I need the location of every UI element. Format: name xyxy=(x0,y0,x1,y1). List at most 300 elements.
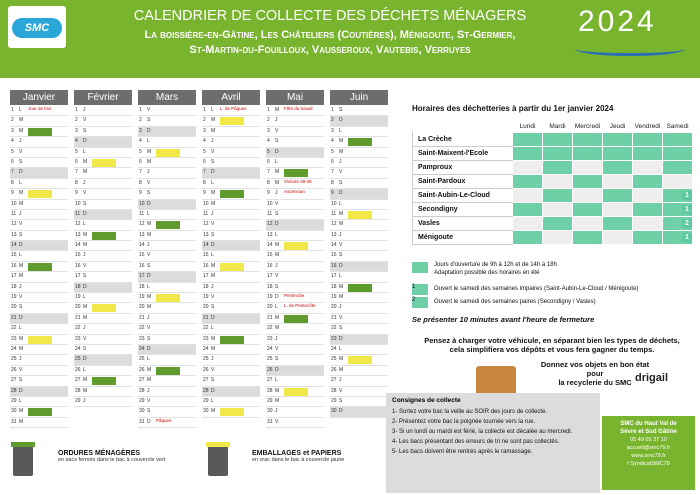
decheterie-name: Ménigoute xyxy=(413,230,513,244)
day-row xyxy=(330,168,388,178)
saturday-badge: 1 xyxy=(682,233,692,242)
day-letter: M xyxy=(211,190,216,197)
yellow-collection-mark xyxy=(28,190,52,198)
day-row xyxy=(266,272,324,282)
day-letter: L xyxy=(83,221,86,228)
day-row xyxy=(10,116,68,126)
day-row xyxy=(138,116,196,126)
day-letter: J xyxy=(19,138,22,145)
day-letter: L xyxy=(19,397,22,404)
day-number: 4 xyxy=(267,138,270,145)
open-cell xyxy=(663,132,693,146)
day-number: 16 xyxy=(139,262,145,269)
day-number: 20 xyxy=(331,304,337,311)
day-row xyxy=(202,179,260,189)
day-letter: M xyxy=(147,366,152,373)
day-row xyxy=(266,116,324,126)
day-row xyxy=(74,220,132,230)
day-number: 28 xyxy=(203,387,209,394)
day-row xyxy=(266,335,324,345)
decheterie-row xyxy=(413,132,693,146)
day-number: 8 xyxy=(75,179,78,186)
day-letter: M xyxy=(275,107,280,113)
open-cell xyxy=(633,174,663,188)
day-number: 29 xyxy=(139,397,145,404)
day-letter: S xyxy=(83,273,87,280)
decheterie-name: Saint-Maixent-l'Ecole xyxy=(413,146,513,160)
day-letter: M xyxy=(147,304,152,311)
day-letter: S xyxy=(275,138,279,145)
day-row xyxy=(266,418,324,428)
day-number: 29 xyxy=(203,397,209,404)
day-number: 6 xyxy=(331,158,334,165)
day-number: 16 xyxy=(267,262,273,269)
day-letter: D xyxy=(147,200,151,207)
legend-badge-1: 1 xyxy=(412,284,428,295)
day-row xyxy=(330,283,388,293)
day-row xyxy=(202,387,260,397)
day-letter: D xyxy=(147,345,151,352)
day-number: 15 xyxy=(75,252,81,259)
day-letter: M xyxy=(19,335,24,342)
day-number: 9 xyxy=(75,190,78,197)
day-letter: S xyxy=(211,377,215,384)
open-cell xyxy=(603,132,633,146)
day-letter: M xyxy=(19,273,24,280)
day-number: 16 xyxy=(75,262,81,269)
day-letter: V xyxy=(339,169,343,176)
day-letter: M xyxy=(275,242,280,249)
day-number: 30 xyxy=(267,408,273,415)
day-letter: D xyxy=(19,169,23,176)
green-collection-mark xyxy=(28,263,52,271)
day-number: 15 xyxy=(267,252,273,259)
day-row xyxy=(10,345,68,355)
day-row xyxy=(10,262,68,272)
day-letter: D xyxy=(339,117,343,124)
decheterie-name: Secondigny xyxy=(413,202,513,216)
day-number: 16 xyxy=(331,262,337,269)
closed-cell xyxy=(513,160,543,174)
day-letter: J xyxy=(275,117,278,124)
day-letter: D xyxy=(19,314,23,321)
day-letter: D xyxy=(275,148,279,155)
day-row xyxy=(138,324,196,334)
day-letter: S xyxy=(275,283,279,290)
day-number: 20 xyxy=(267,304,273,311)
day-row xyxy=(330,179,388,189)
day-row xyxy=(10,241,68,251)
day-number: 26 xyxy=(139,366,145,373)
day-row xyxy=(266,293,324,303)
day-letter: J xyxy=(339,158,342,165)
day-row xyxy=(202,303,260,313)
green-collection-mark xyxy=(92,232,116,240)
day-letter: L xyxy=(275,304,278,311)
day-number: 31 xyxy=(139,418,145,425)
day-row xyxy=(10,127,68,137)
day-row xyxy=(10,303,68,313)
day-number: 18 xyxy=(75,283,81,290)
day-letter: J xyxy=(275,190,278,197)
day-row xyxy=(202,231,260,241)
day-row xyxy=(266,397,324,407)
day-letter: M xyxy=(83,377,88,384)
day-row xyxy=(10,251,68,261)
day-number: 26 xyxy=(331,366,337,373)
month-header: Février xyxy=(74,90,132,105)
day-number: 15 xyxy=(203,252,209,259)
day-letter: V xyxy=(211,148,215,155)
day-row xyxy=(330,293,388,303)
green-collection-mark xyxy=(348,284,372,292)
day-number: 10 xyxy=(331,200,337,207)
day-row xyxy=(138,355,196,365)
day-row xyxy=(74,137,132,147)
day-number: 2 xyxy=(267,117,270,124)
day-letter: S xyxy=(275,356,279,363)
decheterie-name: Vasles xyxy=(413,216,513,230)
day-column-header: Vendredi xyxy=(634,122,661,130)
day-number: 29 xyxy=(331,397,337,404)
open-cell xyxy=(633,230,663,244)
day-number: 5 xyxy=(75,148,78,155)
green-collection-mark xyxy=(220,336,244,344)
day-number: 11 xyxy=(267,210,273,217)
day-letter: V xyxy=(147,107,151,113)
day-row xyxy=(10,231,68,241)
drigail-logo: drigail xyxy=(635,372,669,384)
day-number: 8 xyxy=(267,179,270,186)
day-number: 25 xyxy=(203,356,209,363)
day-letter: M xyxy=(275,252,280,259)
yellow-collection-mark xyxy=(28,336,52,344)
day-row xyxy=(266,314,324,324)
day-letter: D xyxy=(147,273,151,280)
open-cell xyxy=(543,160,573,174)
open-cell xyxy=(513,202,543,216)
day-number: 30 xyxy=(11,408,17,415)
day-number: 9 xyxy=(331,190,334,197)
month-février xyxy=(74,90,132,407)
day-row xyxy=(330,189,388,199)
day-number: 20 xyxy=(11,304,17,311)
day-number: 4 xyxy=(11,138,14,145)
decheterie-row xyxy=(413,202,693,216)
day-letter: M xyxy=(147,158,152,165)
day-letter: S xyxy=(339,325,343,332)
decheterie-name: Saint-Aubin-Le-Cloud xyxy=(413,188,513,202)
page-title: CALENDRIER DE COLLECTE DES DÉCHETS MÉNAGERS xyxy=(133,8,527,24)
closed-cell xyxy=(543,174,573,188)
day-number: 7 xyxy=(11,169,14,176)
day-number: 29 xyxy=(11,397,17,404)
day-number: 11 xyxy=(75,210,81,217)
day-number: 20 xyxy=(75,304,81,311)
day-column-header: Mercredi xyxy=(574,122,601,130)
day-number: 25 xyxy=(75,356,81,363)
day-row xyxy=(138,106,196,116)
emb-legend xyxy=(252,450,344,463)
day-row xyxy=(10,283,68,293)
day-letter: S xyxy=(147,262,151,269)
smc-name-1: SMC du Haut Val de xyxy=(620,421,677,427)
consigne-5: 5- Les bacs doivent être rentrés après le ramassage. xyxy=(392,449,533,455)
day-row xyxy=(74,345,132,355)
day-letter: J xyxy=(211,138,214,145)
green-collection-mark xyxy=(156,367,180,375)
day-letter: S xyxy=(147,408,151,415)
day-row xyxy=(138,376,196,386)
day-row xyxy=(138,303,196,313)
day-number: 10 xyxy=(11,200,17,207)
day-row xyxy=(266,251,324,261)
open-cell xyxy=(573,146,603,160)
day-row xyxy=(138,283,196,293)
day-letter: M xyxy=(83,231,88,238)
day-row xyxy=(10,314,68,324)
advice-text xyxy=(412,336,692,354)
day-row xyxy=(202,158,260,168)
day-letter: J xyxy=(83,325,86,332)
day-letter: L xyxy=(19,107,22,113)
day-number: 7 xyxy=(331,169,334,176)
day-letter: L xyxy=(147,138,150,145)
day-row xyxy=(74,231,132,241)
day-number: 14 xyxy=(267,242,273,249)
open-cell xyxy=(663,230,693,244)
closed-cell xyxy=(573,216,603,230)
day-number: 29 xyxy=(75,397,81,404)
day-row xyxy=(138,231,196,241)
day-number: 23 xyxy=(75,335,81,342)
day-letter: M xyxy=(19,190,24,197)
green-collection-mark xyxy=(28,128,52,136)
communes-list xyxy=(100,28,560,58)
consigne-4: 4- Les bacs présentant des erreurs de tri ne sont pas collectés. xyxy=(392,439,560,445)
day-letter: M xyxy=(339,283,344,290)
open-cell xyxy=(603,188,633,202)
closed-cell xyxy=(603,230,633,244)
open-cell xyxy=(663,202,693,216)
day-number: 7 xyxy=(139,169,142,176)
day-row xyxy=(74,116,132,126)
day-letter: M xyxy=(275,179,280,186)
legend-summer: Adaptation possible des horaires en été xyxy=(434,270,540,276)
day-number: 10 xyxy=(139,200,145,207)
day-row xyxy=(330,148,388,158)
day-number: 17 xyxy=(139,273,145,280)
day-number: 22 xyxy=(331,325,337,332)
day-row xyxy=(10,106,68,116)
day-number: 26 xyxy=(267,366,273,373)
day-row xyxy=(138,179,196,189)
day-row xyxy=(266,376,324,386)
day-row xyxy=(266,283,324,293)
day-number: 3 xyxy=(203,127,206,134)
day-letter: L xyxy=(275,158,278,165)
day-row xyxy=(202,251,260,261)
closed-cell xyxy=(543,230,573,244)
day-row xyxy=(202,220,260,230)
day-letter: M xyxy=(339,366,344,373)
day-number: 7 xyxy=(267,169,270,176)
day-number: 2 xyxy=(75,117,78,124)
green-collection-mark xyxy=(92,377,116,385)
day-row xyxy=(202,116,260,126)
yellow-collection-mark xyxy=(92,159,116,167)
day-row xyxy=(202,210,260,220)
open-cell xyxy=(513,174,543,188)
day-letter: M xyxy=(147,294,152,301)
day-column-header: Jeudi xyxy=(609,122,626,130)
day-row xyxy=(10,387,68,397)
day-letter: M xyxy=(83,169,88,176)
day-row xyxy=(74,148,132,158)
day-number: 12 xyxy=(331,221,337,228)
day-row xyxy=(10,418,68,428)
day-letter: M xyxy=(275,169,280,176)
day-number: 6 xyxy=(75,158,78,165)
yellow-bin-icon xyxy=(208,446,228,476)
day-letter: M xyxy=(83,314,88,321)
day-letter: M xyxy=(211,335,216,342)
day-letter: J xyxy=(275,262,278,269)
day-letter: S xyxy=(19,158,23,165)
day-row xyxy=(138,251,196,261)
day-number: 17 xyxy=(267,273,273,280)
day-row xyxy=(202,262,260,272)
smc-facebook[interactable]: f SyndicatSMC79 xyxy=(627,461,670,467)
day-number: 8 xyxy=(203,179,206,186)
closed-cell xyxy=(513,216,543,230)
day-row xyxy=(138,335,196,345)
day-row xyxy=(266,200,324,210)
day-number: 17 xyxy=(75,273,81,280)
day-number: 13 xyxy=(75,231,81,238)
day-number: 30 xyxy=(203,408,209,415)
day-letter: M xyxy=(19,127,24,134)
day-number: 28 xyxy=(267,387,273,394)
day-row xyxy=(202,168,260,178)
day-number: 11 xyxy=(203,210,209,217)
day-letter: M xyxy=(83,242,88,249)
day-letter: L xyxy=(339,345,342,352)
day-row xyxy=(266,220,324,230)
decheterie-row xyxy=(413,230,693,244)
open-cell xyxy=(633,202,663,216)
day-letter: V xyxy=(83,190,87,197)
decheterie-row xyxy=(413,216,693,230)
decheterie-name: La Crèche xyxy=(413,132,513,146)
yellow-collection-mark xyxy=(348,211,372,219)
open-cell xyxy=(513,132,543,146)
day-number: 22 xyxy=(75,325,81,332)
month-avril xyxy=(202,90,260,418)
day-number: 11 xyxy=(331,210,337,217)
day-letter: D xyxy=(339,335,343,342)
day-column-header: Mardi xyxy=(549,122,566,130)
closed-cell xyxy=(573,160,603,174)
day-row xyxy=(74,293,132,303)
day-row xyxy=(266,407,324,417)
saturday-badge: 1 xyxy=(682,191,692,200)
day-number: 3 xyxy=(331,127,334,134)
day-letter: J xyxy=(19,210,22,217)
day-column-header: Lundi xyxy=(519,122,536,130)
day-row xyxy=(330,241,388,251)
smc-website[interactable]: www.smc79.fr xyxy=(631,453,666,459)
day-row xyxy=(10,293,68,303)
day-letter: V xyxy=(147,325,151,332)
day-number: 31 xyxy=(11,418,17,425)
day-number: 14 xyxy=(139,242,145,249)
day-number: 24 xyxy=(267,345,273,352)
day-row xyxy=(138,345,196,355)
day-letter: M xyxy=(83,158,88,165)
emb-sub: en vrac dans le bac à couvercle jaune xyxy=(252,457,345,463)
day-row xyxy=(10,179,68,189)
month-header: Mars xyxy=(138,90,196,105)
open-cell xyxy=(633,146,663,160)
day-row xyxy=(74,397,132,407)
day-letter: V xyxy=(339,387,343,394)
day-number: 20 xyxy=(139,304,145,311)
day-letter: J xyxy=(83,252,86,259)
day-letter: V xyxy=(19,366,23,373)
day-letter: S xyxy=(19,304,23,311)
day-row xyxy=(330,220,388,230)
open-cell xyxy=(663,146,693,160)
day-number: 27 xyxy=(331,377,337,384)
day-row xyxy=(266,148,324,158)
communes-line-1: La boissière-en-Gâtine, Les Châteliers (Coutières), Ménigoute, St-Germier, xyxy=(144,29,516,41)
open-cell xyxy=(513,146,543,160)
day-row xyxy=(138,418,196,428)
day-number: 16 xyxy=(11,262,17,269)
day-number: 21 xyxy=(139,314,145,321)
green-collection-mark xyxy=(28,408,52,416)
day-number: 2 xyxy=(203,117,206,124)
day-number: 25 xyxy=(331,356,337,363)
day-letter: J xyxy=(339,231,342,238)
day-letter: S xyxy=(211,231,215,238)
day-row xyxy=(10,335,68,345)
day-letter: M xyxy=(211,262,216,269)
day-number: 8 xyxy=(11,179,14,186)
day-letter: L xyxy=(211,325,214,332)
day-row xyxy=(74,189,132,199)
day-number: 3 xyxy=(11,127,14,134)
day-row xyxy=(10,397,68,407)
day-row xyxy=(74,314,132,324)
day-row xyxy=(138,127,196,137)
smc-email[interactable]: accueil@smc79.fr xyxy=(626,445,671,451)
emb-title: EMBALLAGES et PAPIERS xyxy=(252,450,342,457)
day-number: 18 xyxy=(203,283,209,290)
day-letter: M xyxy=(339,148,344,155)
day-row xyxy=(74,272,132,282)
closed-cell xyxy=(513,188,543,202)
day-letter: J xyxy=(147,314,150,321)
recyclerie-box-icon xyxy=(476,366,516,396)
day-letter: M xyxy=(19,200,24,207)
day-row xyxy=(10,210,68,220)
year-swoosh xyxy=(575,42,685,56)
day-number: 19 xyxy=(331,294,337,301)
day-row xyxy=(202,355,260,365)
day-row xyxy=(10,355,68,365)
